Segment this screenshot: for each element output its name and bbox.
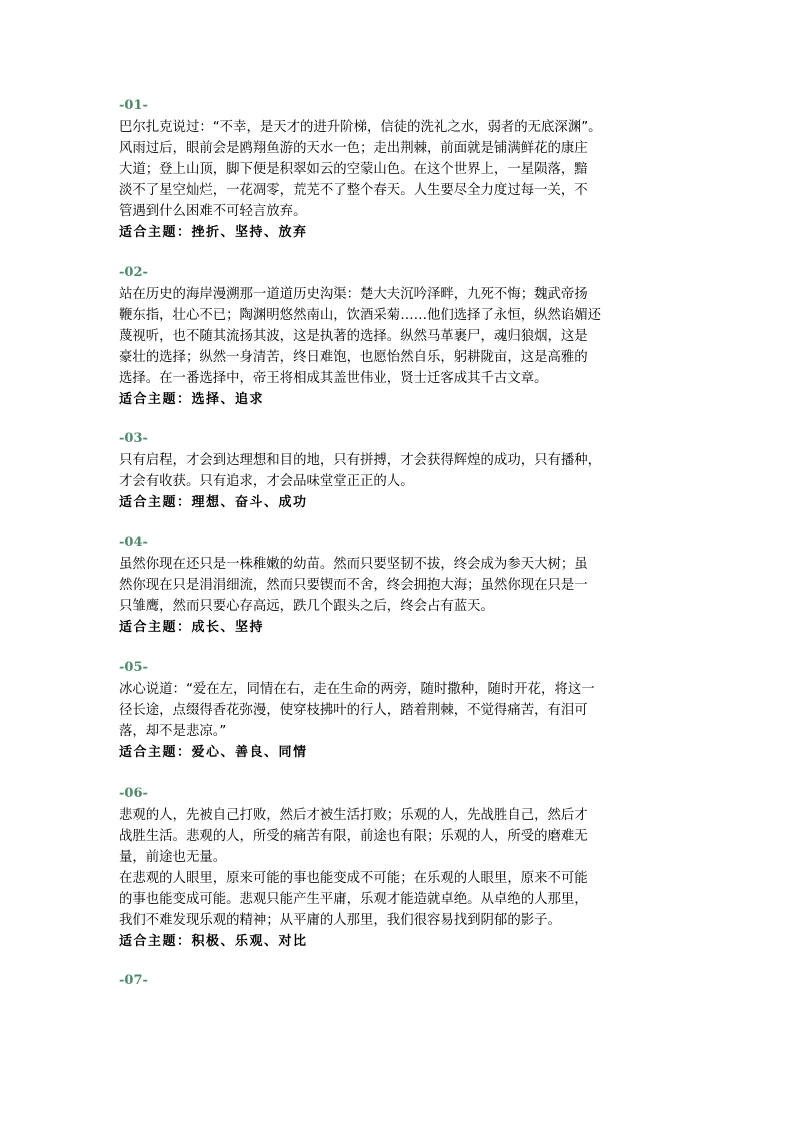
- essay-section-05: [119, 659, 689, 763]
- paragraph-line: 管遇到什么困难不可轻言放弃。: [119, 204, 307, 219]
- paragraph-line: 风雨过后，眼前会是鸥翔鱼游的天水一色；走出荆棘，前面就是铺满鲜花的康庄: [119, 141, 588, 156]
- paragraph-line: 只雏鹰，然而只要心存高远，跌几个跟头之后，终会占有蓝天。: [119, 599, 494, 614]
- paragraph-line: 径长途，点缀得香花弥漫，使穿枝拂叶的行人，踏着荆棘，不觉得痛苦，有泪可: [119, 703, 588, 718]
- paragraph-line: 落，却不是悲凉。”: [119, 724, 227, 739]
- paragraph-line: 豪壮的选择；纵然一身清苦，终日难饱，也愿怡然自乐，躬耕陇亩，这是高雅的: [119, 350, 588, 365]
- section-number: -04-: [119, 535, 148, 550]
- theme-label: 适合主题：理想、奋斗、成功: [119, 495, 308, 510]
- paragraph-line: 才会有收获。只有追求，才会品味堂堂正正的人。: [119, 474, 414, 489]
- paragraph-line: 战胜生活。悲观的人，所受的痛苦有限，前途也有限；乐观的人，所受的磨难无: [119, 829, 588, 844]
- theme-label: 适合主题：成长、坚持: [119, 620, 265, 635]
- theme-label: 适合主题：爱心、善良、同情: [119, 745, 308, 760]
- essay-section-04: [119, 534, 689, 638]
- section-number: -07-: [119, 973, 148, 988]
- paragraph-line: 鞭东指，壮心不已；陶渊明悠然南山，饮酒采菊……他们选择了永恒，纵然谄媚还: [119, 308, 602, 323]
- theme-label: 适合主题：积极、乐观、对比: [119, 934, 308, 949]
- section-number: -06-: [119, 786, 148, 801]
- section-number: -05-: [119, 660, 148, 675]
- paragraph-line: 只有启程，才会到达理想和目的地，只有拼搏，才会获得辉煌的成功，只有播种，: [119, 453, 602, 468]
- paragraph-line: 站在历史的海岸漫溯那一道道历史沟渠：楚大夫沉吟泽畔，九死不悔；魏武帝扬: [119, 287, 588, 302]
- paragraph-line: 我们不难发现乐观的精神；从平庸的人那里，我们很容易找到阴郁的影子。: [119, 913, 561, 928]
- paragraph-line: 量，前途也无量。: [119, 850, 227, 865]
- paragraph-line: 巴尔扎克说过：“不幸，是天才的进升阶梯，信徒的洗礼之水，弱者的无底深渊”。: [119, 120, 602, 135]
- paragraph-line: 的事也能变成可能。悲观只能产生平庸，乐观才能造就卓绝。从卓绝的人那里，: [119, 892, 588, 907]
- essay-section-03: [119, 430, 689, 513]
- paragraph-line: 选择。在一番选择中，帝王将相成其盖世伟业，贤士迁客成其千古文章。: [119, 371, 548, 386]
- section-paragraph: [119, 284, 689, 389]
- essay-section-01: [119, 97, 689, 243]
- section-paragraph: [119, 450, 689, 492]
- paragraph-line: 然你现在只是涓涓细流，然而只要锲而不舍，终会拥抱大海；虽然你现在只是一: [119, 578, 588, 593]
- paragraph-line: 冰心说道：“爱在左，同情在右，走在生命的两旁，随时撒种，随时开花，将这一: [119, 682, 595, 697]
- paragraph-line: 悲观的人，先被自己打败，然后才被生活打败；乐观的人，先战胜自己，然后才: [119, 808, 588, 823]
- section-paragraph: [119, 679, 689, 742]
- section-paragraph: [119, 805, 689, 931]
- paragraph-line: 虽然你现在还只是一株稚嫩的幼苗。然而只要坚韧不拔，终会成为参天大树；虽: [119, 557, 588, 572]
- paragraph-line: 淡不了星空灿烂，一花凋零，荒芜不了整个春天。人生要尽全力度过每一关，不: [119, 183, 588, 198]
- section-number: -02-: [119, 265, 148, 280]
- section-paragraph: [119, 554, 689, 617]
- essay-section-06: [119, 785, 689, 952]
- essay-section-07: [119, 972, 689, 992]
- section-number: -01-: [119, 98, 148, 113]
- theme-label: 适合主题：选择、追求: [119, 392, 265, 407]
- paragraph-line: 蔑视听，也不随其流扬其波，这是执著的选择。纵然马革裹尸，魂归狼烟，这是: [119, 329, 588, 344]
- section-number: -03-: [119, 431, 148, 446]
- paragraph-line: 大道；登上山顶，脚下便是积翠如云的空蒙山色。在这个世界上，一星陨落，黯: [119, 162, 588, 177]
- theme-label: 适合主题：挫折、坚持、放弃: [119, 225, 308, 240]
- section-paragraph: [119, 117, 689, 222]
- paragraph-line: 在悲观的人眼里，原来可能的事也能变成不可能；在乐观的人眼里，原来不可能: [119, 871, 588, 886]
- essay-section-02: [119, 264, 689, 410]
